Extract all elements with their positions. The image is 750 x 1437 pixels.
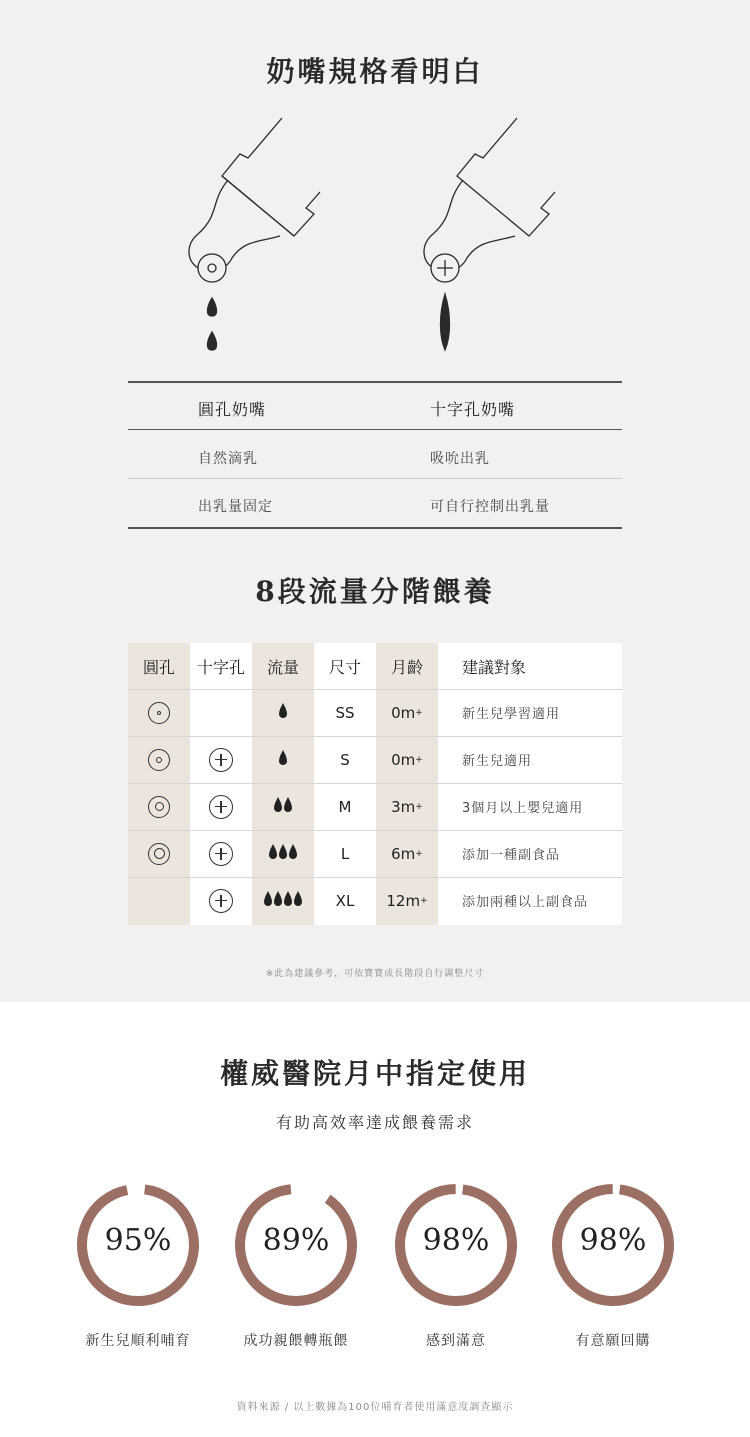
size-cell xyxy=(314,689,376,736)
header-round: 圓孔 xyxy=(142,657,175,677)
cross-hole-icon xyxy=(209,842,233,866)
age-cell xyxy=(376,736,438,783)
flow-section-title: 8段流量分階餵養 xyxy=(255,575,495,608)
target-label: 添加兩種以上副食品 xyxy=(462,895,589,910)
flow-drops-cell xyxy=(252,877,314,924)
age-label: 6m xyxy=(391,844,416,863)
comparison-header-cross: 十字孔奶嘴 xyxy=(430,400,516,419)
target-label: 3個月以上嬰兒適用 xyxy=(462,801,584,816)
flow-table xyxy=(128,643,622,925)
header-cross: 十字孔 xyxy=(196,657,245,677)
data-source-note: 資料來源 / 以上數據為100位哺育者使用滿意度調查顯示 xyxy=(236,1402,514,1413)
size-cell xyxy=(314,783,376,830)
round-hole-cell xyxy=(128,783,190,830)
size-label: SS xyxy=(335,703,355,722)
drop-icon xyxy=(279,848,287,859)
round-hole-nipple-icon xyxy=(170,110,350,360)
stat-value: 98% xyxy=(422,1223,490,1258)
cross-hole-cell xyxy=(190,689,252,736)
stat-value: 98% xyxy=(579,1223,647,1258)
target-label: 新生兒適用 xyxy=(462,754,533,769)
cross-hole-cell xyxy=(190,830,252,877)
hospital-section-subtitle: 有助高效率達成餵養需求 xyxy=(275,1113,474,1132)
size-label: S xyxy=(340,750,350,769)
round-hole-icon xyxy=(148,843,170,865)
comparison-round-feature: 自然滴乳 xyxy=(198,451,258,467)
header-age: 月齡 xyxy=(390,657,423,677)
target-cell xyxy=(462,736,622,783)
cross-hole-cell xyxy=(190,736,252,783)
drop-icon xyxy=(269,848,277,859)
round-hole-cell xyxy=(128,877,190,924)
flow-drops-cell xyxy=(252,689,314,736)
header-size: 尺寸 xyxy=(328,657,361,677)
comparison-row xyxy=(128,480,622,528)
age-cell xyxy=(376,877,438,924)
stat-ring xyxy=(391,1180,521,1314)
comparison-bottom-rule xyxy=(128,527,622,529)
cross-hole-icon xyxy=(209,889,233,913)
drop-icon xyxy=(284,895,292,906)
target-cell xyxy=(462,830,622,877)
round-hole-cell xyxy=(128,689,190,736)
size-cell xyxy=(314,877,376,924)
stat-label: 新生兒順利哺育 xyxy=(85,1333,191,1349)
header-flow: 流量 xyxy=(266,657,299,677)
round-hole-cell xyxy=(128,736,190,783)
age-cell xyxy=(376,689,438,736)
target-cell xyxy=(462,689,622,736)
flow-drops-cell xyxy=(252,783,314,830)
comparison-row xyxy=(128,431,622,479)
target-label: 添加一種副食品 xyxy=(462,848,561,863)
size-label: XL xyxy=(335,891,355,910)
comparison-round-feature: 出乳量固定 xyxy=(198,499,273,515)
stat-value: 89% xyxy=(262,1223,330,1258)
round-hole-icon xyxy=(148,796,170,818)
target-cell xyxy=(462,877,622,924)
flow-note: ※此為建議參考，可依寶寶成長階段自行調整尺寸 xyxy=(265,969,485,979)
drop-icon xyxy=(274,895,282,906)
cross-hole-icon xyxy=(209,795,233,819)
stat-ring xyxy=(548,1180,678,1314)
comparison-header-round: 圓孔奶嘴 xyxy=(198,400,267,419)
stat-ring xyxy=(73,1180,203,1314)
stat-label: 感到滿意 xyxy=(426,1333,486,1349)
cross-hole-icon xyxy=(209,748,233,772)
drop-icon xyxy=(274,801,282,812)
cross-hole-cell xyxy=(190,877,252,924)
size-cell xyxy=(314,736,376,783)
round-hole-icon xyxy=(148,749,170,771)
age-label: 12m xyxy=(386,891,421,910)
age-plus-label: + xyxy=(415,848,423,859)
size-label: L xyxy=(340,844,350,863)
size-label: M xyxy=(338,797,352,816)
flow-drops-cell xyxy=(252,736,314,783)
cross-hole-nipple-icon xyxy=(405,110,585,360)
drop-icon xyxy=(279,754,287,765)
age-plus-label: + xyxy=(415,801,423,812)
cross-hole-cell xyxy=(190,783,252,830)
age-plus-label: + xyxy=(420,895,428,906)
target-label: 新生兒學習適用 xyxy=(462,707,561,722)
drop-icon xyxy=(279,707,287,718)
age-label: 0m xyxy=(391,750,416,769)
drop-icon xyxy=(284,801,292,812)
stat-ring xyxy=(231,1180,361,1314)
drop-icon xyxy=(264,895,272,906)
drop-icon xyxy=(294,895,302,906)
target-cell xyxy=(462,783,622,830)
hospital-section-title: 權威醫院月中指定使用 xyxy=(219,1057,530,1090)
stat-value: 95% xyxy=(104,1223,172,1258)
stat-label: 成功親餵轉瓶餵 xyxy=(243,1333,349,1349)
drop-icon xyxy=(289,848,297,859)
header-target: 建議對象 xyxy=(462,657,527,677)
comparison-cross-feature: 吸吮出乳 xyxy=(430,451,490,467)
size-cell xyxy=(314,830,376,877)
comparison-header-row xyxy=(128,382,622,430)
spec-section-title: 奶嘴規格看明白 xyxy=(266,55,484,88)
stat-label: 有意願回購 xyxy=(575,1333,651,1349)
age-label: 0m xyxy=(391,703,416,722)
age-plus-label: + xyxy=(415,707,423,718)
age-label: 3m xyxy=(391,797,416,816)
age-plus-label: + xyxy=(415,754,423,765)
age-cell xyxy=(376,783,438,830)
round-hole-cell xyxy=(128,830,190,877)
age-cell xyxy=(376,830,438,877)
comparison-cross-feature: 可自行控制出乳量 xyxy=(430,499,550,515)
round-hole-icon xyxy=(148,702,170,724)
flow-drops-cell xyxy=(252,830,314,877)
